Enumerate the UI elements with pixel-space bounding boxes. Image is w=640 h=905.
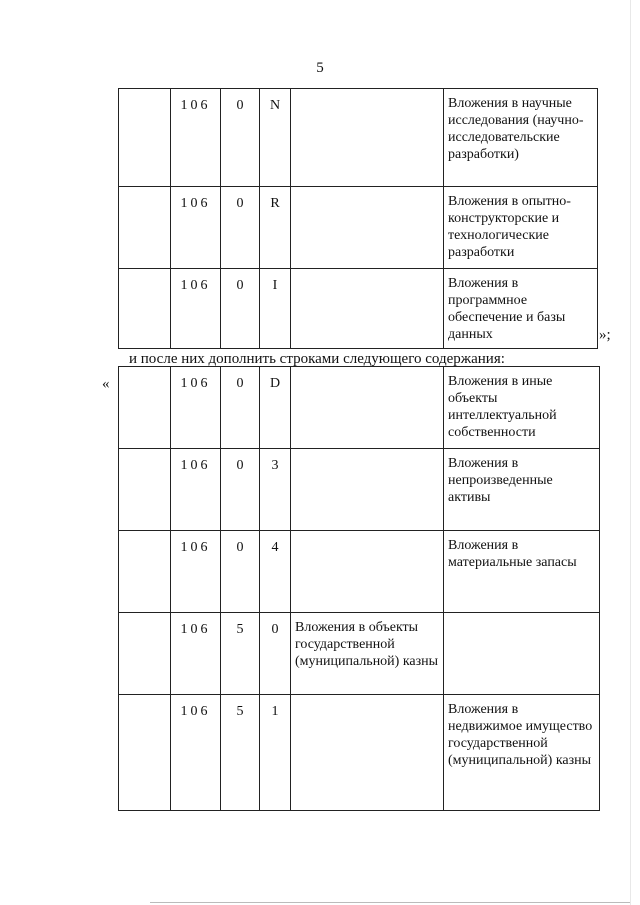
name-cell — [291, 367, 444, 449]
description-cell: Вложения в материальные запасы — [444, 531, 600, 613]
code-cell: 106 — [171, 187, 221, 269]
table-row — [119, 187, 598, 269]
name-cell — [291, 89, 444, 187]
code-cell: 106 — [171, 531, 221, 613]
blank-cell — [119, 187, 171, 269]
name-cell — [291, 531, 444, 613]
table-row — [119, 269, 598, 349]
blank-cell — [119, 695, 171, 811]
blank-cell — [119, 613, 171, 695]
scan-edge-bottom — [150, 902, 630, 903]
name-cell — [291, 187, 444, 269]
table-row — [119, 695, 600, 811]
sub2-cell: 3 — [260, 449, 291, 531]
sub1-cell: 0 — [221, 449, 260, 531]
opening-quote: « — [102, 376, 110, 392]
sub1-cell: 0 — [221, 89, 260, 187]
closing-quote: »; — [599, 327, 611, 343]
code-cell: 106 — [171, 367, 221, 449]
description-cell — [444, 613, 600, 695]
name-cell — [291, 269, 444, 349]
sub1-cell: 5 — [221, 613, 260, 695]
description-cell: Вложения в научные исследования (научно-исследовательские разработки) — [444, 89, 598, 187]
name-cell — [291, 449, 444, 531]
sub1-cell: 5 — [221, 695, 260, 811]
sub1-cell: 0 — [221, 367, 260, 449]
blank-cell — [119, 367, 171, 449]
sub2-cell: 1 — [260, 695, 291, 811]
table-row — [119, 613, 600, 695]
description-cell: Вложения в опытно-конструкторские и технологические разработки — [444, 187, 598, 269]
table-row — [119, 449, 600, 531]
code-cell: 106 — [171, 695, 221, 811]
blank-cell — [119, 269, 171, 349]
code-cell: 106 — [171, 269, 221, 349]
sub1-cell: 0 — [221, 269, 260, 349]
description-cell: Вложения в программное обеспечение и базы данных — [444, 269, 598, 349]
code-cell: 106 — [171, 613, 221, 695]
sub1-cell: 0 — [221, 187, 260, 269]
table-row — [119, 531, 600, 613]
description-cell: Вложения в непроизведенные активы — [444, 449, 600, 531]
sub2-cell: R — [260, 187, 291, 269]
account-table-added — [118, 366, 600, 811]
description-cell: Вложения в иные объекты интеллектуальной собственности — [444, 367, 600, 449]
blank-cell — [119, 531, 171, 613]
name-cell: Вложения в объекты государственной (муниципальной) казны — [291, 613, 444, 695]
description-cell: Вложения в недвижимое имущество государственной (муниципальной) казны — [444, 695, 600, 811]
name-cell — [291, 695, 444, 811]
blank-cell — [119, 89, 171, 187]
code-cell: 106 — [171, 449, 221, 531]
table-row — [119, 367, 600, 449]
blank-cell — [119, 449, 171, 531]
sub2-cell: 4 — [260, 531, 291, 613]
sub2-cell: I — [260, 269, 291, 349]
sub2-cell: N — [260, 89, 291, 187]
sub2-cell: D — [260, 367, 291, 449]
page-number: 5 — [316, 60, 324, 76]
account-table-existing — [118, 88, 598, 349]
sub2-cell: 0 — [260, 613, 291, 695]
scan-edge-right — [630, 0, 631, 905]
connector-text: и после них дополнить строками следующего содержания: — [129, 351, 505, 367]
code-cell: 106 — [171, 89, 221, 187]
table-row — [119, 89, 598, 187]
sub1-cell: 0 — [221, 531, 260, 613]
